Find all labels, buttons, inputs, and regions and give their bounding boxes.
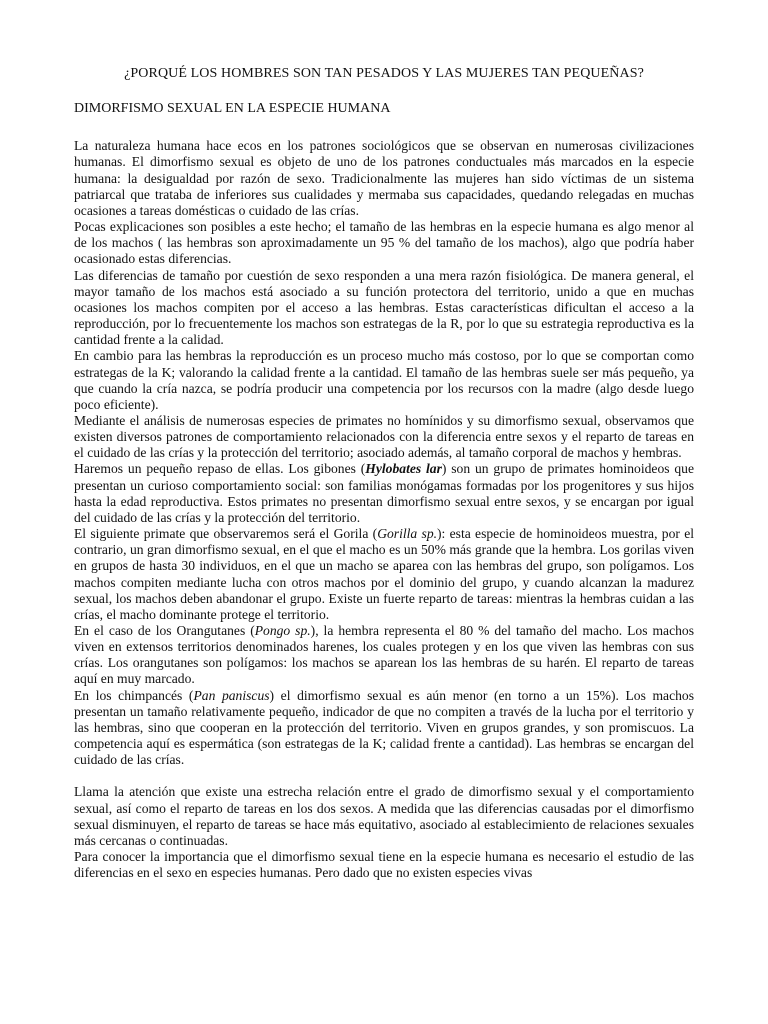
gibbons-text-b: ) son un grupo de primates hominoideos que presentan un curioso comportamiento social: son familias monógamas formadas por los progenitores y sus hijos hasta la edad reproductiva. Estos primates no presentan dimorfismo sexual entre sexos, y se encargan por igual del cuidado de las crías y la protección del territorio. xyxy=(74,461,695,525)
chimpanzees-text-b: ) el dimorfismo sexual es aún menor (en torno a un 15%). Los machos presentan un tamaño relativamente pequeño, indicador de que no compiten a través de la lucha por el territorio y las hembras, sino que cooperan en la protección del territorio. Viven en grupos grandes, y son promiscuos. La competencia aquí es espermática (son estrategas de la K; calidad frente a cantidad). Las hembras se encargan del cuidado de las crías. xyxy=(74,687,694,768)
paragraph-primates: Mediante el análisis de numerosas especies de primates no homínidos y su dimorfismo sexual, observamos que existen diversos patrones de comportamiento relacionados con la diferencia entre sexos y el reparto de tareas en el cuidado de las crías y la protección del territorio; asociado además, al tamaño corporal de machos y hembras. xyxy=(74,412,694,461)
paragraph-gap xyxy=(74,768,694,784)
chimpanzees-species: Pan paniscus xyxy=(193,687,270,703)
gorillas-text-a: El siguiente primate que observaremos será el Gorila ( xyxy=(74,526,378,542)
document-body xyxy=(74,66,694,881)
paragraph-relationship: Llama la atención que existe una estrecha relación entre el grado de dimorfismo sexual y el comportamiento sexual, así como el reparto de tareas en los dos sexos. A medida que las diferencias causadas por el dimorfismo sexual disminuyen, el reparto de tareas se hace más equitativo, asociado al establecimiento de relaciones sexuales más cercanas o continuadas. xyxy=(74,784,694,848)
paragraph-gibbons xyxy=(74,461,694,526)
gibbons-species: Hylobates lar xyxy=(365,461,442,477)
gibbons-text-a: Haremos un pequeño repaso de ellas. Los gibones ( xyxy=(74,461,366,477)
paragraph-females: En cambio para las hembras la reproducción es un proceso mucho más costoso, por lo que se comportan como estrategas de la K; valorando la calidad frente a la cantidad. El tamaño de las hembras suele ser más pequeño, ya que cuando la cría nazca, se podría producir una competencia por los recursos con la madre (algo desde luego poco eficiente). xyxy=(74,348,694,412)
paragraph-human-species: Para conocer la importancia que el dimorfismo sexual tiene en la especie humana es necesario el estudio de las diferencias en el sexo en especies humanas. Pero dado que no existen especies vivas xyxy=(74,849,694,881)
paragraph-orangutans xyxy=(74,623,694,688)
paragraph-chimpanzees xyxy=(74,688,694,769)
chimpanzees-text-a: En los chimpancés ( xyxy=(74,687,194,703)
orangutans-text-b: ), la hembra representa el 80 % del tamaño del macho. Los machos viven en extensos territorios denominados harenes, los cuales protegen y en los que viven las hembras con sus crías. Los orangutanes son polígamos: los machos se aparean los las hembras de su harén. El reparto de tareas aquí en muy marcado. xyxy=(74,623,694,687)
paragraph-physiology: Las diferencias de tamaño por cuestión de sexo responden a una mera razón fisiológica. De manera general, el mayor tamaño de los machos está asociado a su función protectora del territorio, unido a que en muchas ocasiones los machos compiten por el acceso a las hembras. Estas características dificultan el acceso a la reproducción, por lo frecuentemente los machos son estrategas de la R, por lo que su estrategia reproductiva es la cantidad frente a la calidad. xyxy=(74,267,694,348)
orangutans-species: Pongo sp. xyxy=(254,623,311,638)
document-subtitle: DIMORFISMO SEXUAL EN LA ESPECIE HUMANA xyxy=(74,101,391,117)
paragraph-gorillas xyxy=(74,526,694,623)
gorillas-species: Gorilla sp. xyxy=(377,526,438,542)
paragraph-size-explanation: Pocas explicaciones son posibles a este hecho; el tamaño de las hembras en la especie humana es algo menor al de los machos ( las hembras son aproximadamente un 95 % del tamaño de los machos), algo que podría haber ocasionado estas diferencias. xyxy=(74,219,694,267)
document-title: ¿PORQUÉ LOS HOMBRES SON TAN PESADOS Y LAS MUJERES TAN PEQUEÑAS? xyxy=(124,66,644,81)
paragraph-intro: La naturaleza humana hace ecos en los patrones sociológicos que se observan en numerosas civilizaciones humanas. El dimorfismo sexual es objeto de uno de los patrones conductuales más marcados en la especie humana: la desigualdad por razón de sexo. Tradicionalmente las mujeres han sido víctimas de un sistema patriarcal que trataba de inferiores sus cualidades y mermaba sus capacidades, quedando relegadas en muchas ocasiones a tareas domésticas o cuidado de las crías. xyxy=(74,138,694,218)
orangutans-text-a: En el caso de los Orangutanes ( xyxy=(74,623,255,638)
gorillas-text-b: ): esta especie de hominoideos muestra, por el contrario, un gran dimorfismo sexual, en el que el macho es un 50% más grande que la hembra. Los gorilas viven en grupos de hasta 30 individuos, en el que un macho se aparea con las hembras del grupo, son polígamos. Los machos compiten mediante lucha con otros machos por el dominio del grupo, y cuando alcanzan la madurez sexual, los machos deben abandonar el grupo. Existe un fuerte reparto de tareas: mientras la hembras cuidan a las crías, el macho dominante protege el territorio. xyxy=(74,526,695,622)
